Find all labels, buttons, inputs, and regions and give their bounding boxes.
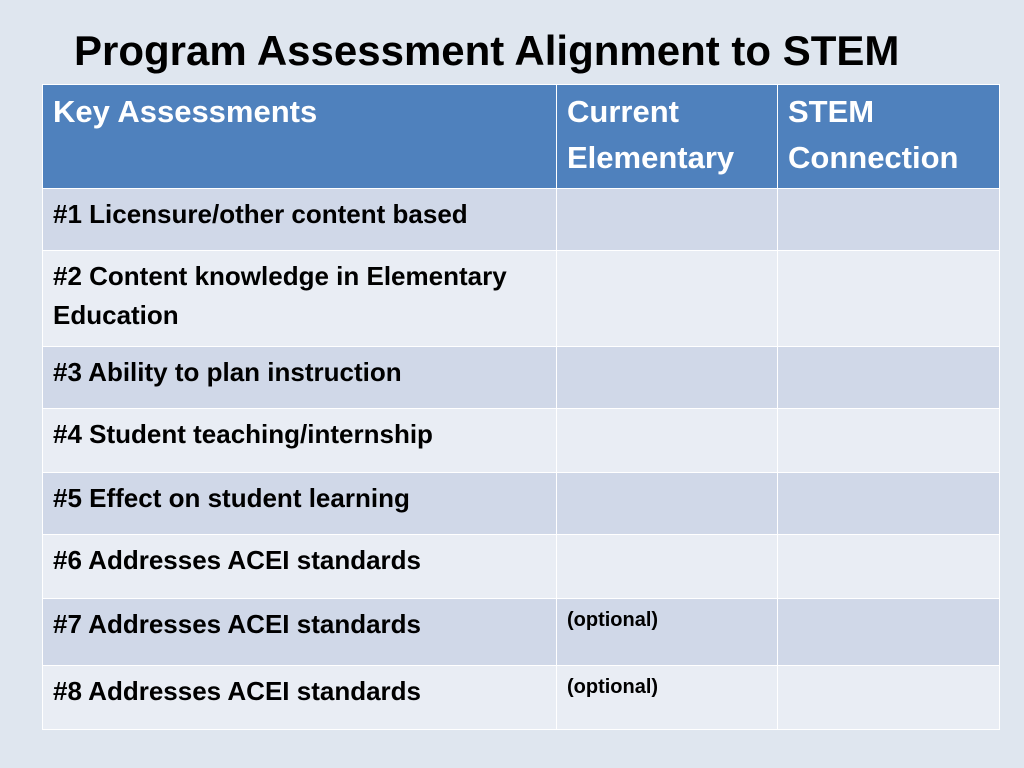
assessment-cell: #4 Student teaching/internship (43, 409, 557, 473)
current-cell (557, 189, 778, 251)
stem-cell (778, 473, 1000, 535)
current-cell (557, 347, 778, 409)
assessment-cell: #8 Addresses ACEI standards (43, 666, 557, 730)
table-row (43, 347, 1000, 409)
stem-cell (778, 251, 1000, 347)
assessment-cell: #3 Ability to plan instruction (43, 347, 557, 409)
stem-cell (778, 189, 1000, 251)
current-cell (557, 409, 778, 473)
header-current-elementary: Current Elementary (557, 85, 778, 189)
header-key-assessments: Key Assessments (43, 85, 557, 189)
table-row (43, 409, 1000, 473)
optional-note: (optional) (567, 609, 659, 631)
assessment-cell: #2 Content knowledge in Elementary Education (43, 251, 557, 347)
current-cell (557, 251, 778, 347)
table-row (43, 189, 1000, 251)
current-cell (557, 535, 778, 599)
table-row (43, 666, 1000, 730)
current-cell (557, 473, 778, 535)
stem-cell (778, 599, 1000, 666)
header-stem-connection: STEM Connection (778, 85, 1000, 189)
table-row (43, 535, 1000, 599)
current-cell (557, 666, 778, 730)
stem-cell (778, 535, 1000, 599)
slide-title: Program Assessment Alignment to STEM (74, 27, 900, 74)
assessment-cell: #6 Addresses ACEI standards (43, 535, 557, 599)
assessment-cell: #1 Licensure/other content based (43, 189, 557, 251)
assessment-cell: #5 Effect on student learning (43, 473, 557, 535)
stem-cell (778, 347, 1000, 409)
optional-note: (optional) (567, 676, 659, 698)
assessment-table (42, 84, 1000, 730)
current-cell (557, 599, 778, 666)
table-row (43, 251, 1000, 347)
table-row (43, 473, 1000, 535)
table-row (43, 599, 1000, 666)
stem-cell (778, 409, 1000, 473)
stem-cell (778, 666, 1000, 730)
assessment-cell: #7 Addresses ACEI standards (43, 599, 557, 666)
header-row (43, 85, 1000, 189)
